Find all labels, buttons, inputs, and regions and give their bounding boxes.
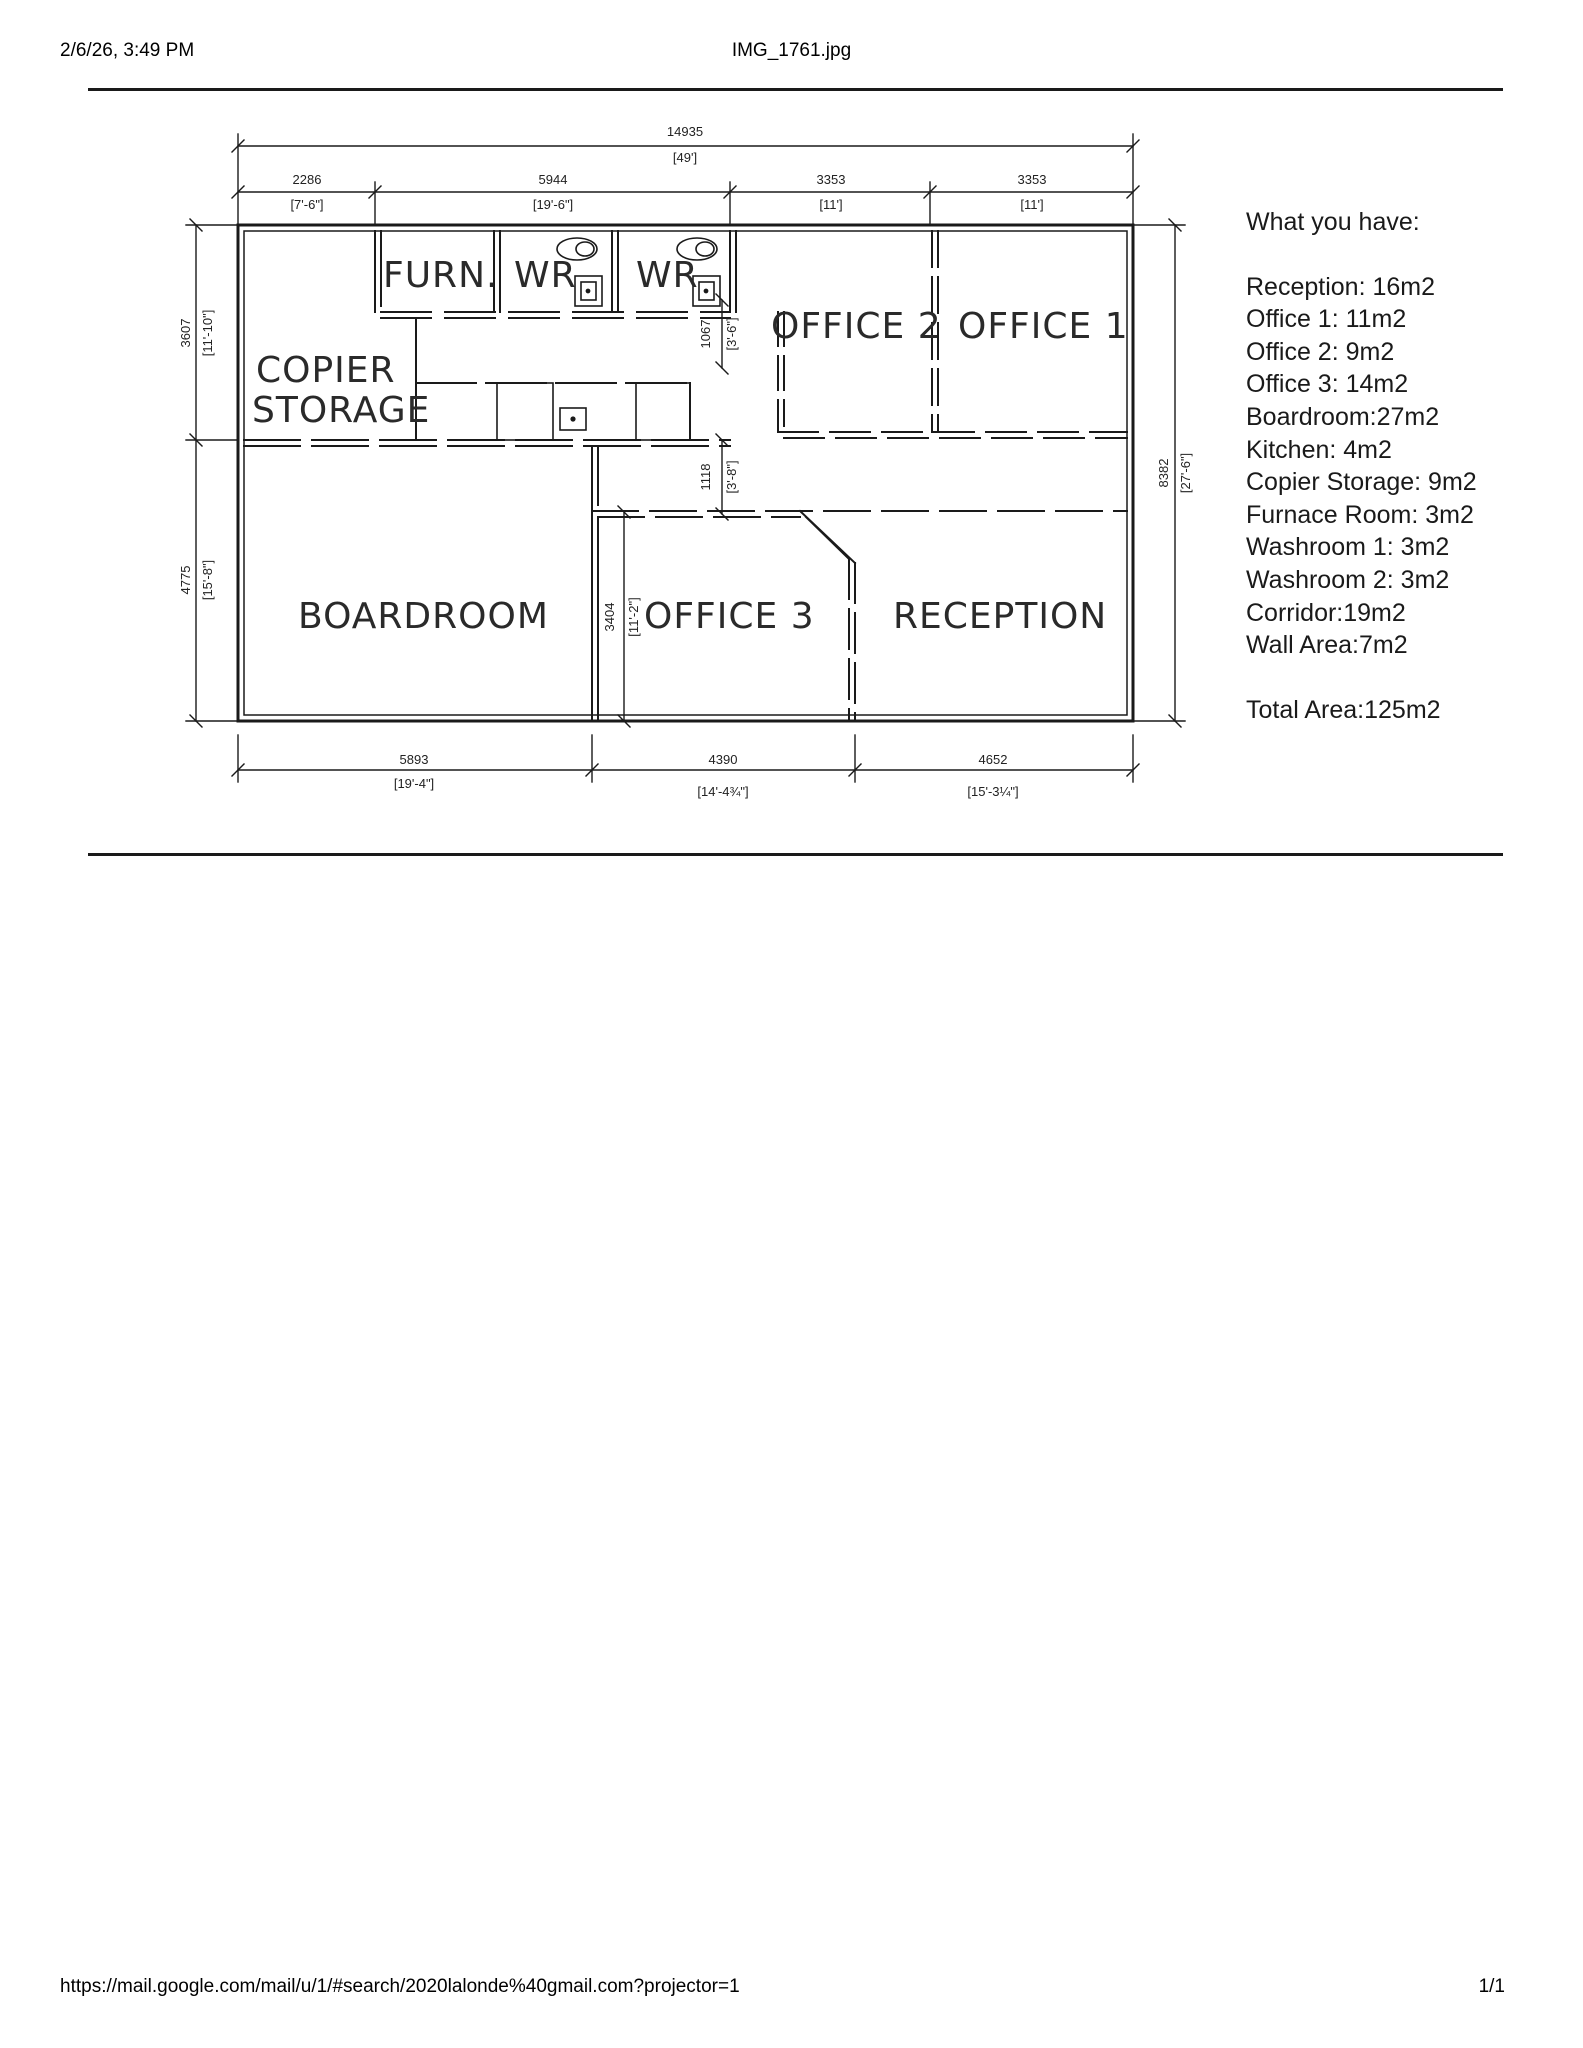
room-label-washroom-1: WR: [514, 255, 577, 296]
print-date: 2/6/26, 3:49 PM: [60, 40, 195, 61]
room-label-washroom-2: WR: [636, 255, 699, 296]
legend-item: Boardroom:27m2: [1246, 402, 1440, 431]
legend-item: Office 3: 14m2: [1246, 370, 1409, 399]
dim-left-2-imperial: [15'-8"]: [200, 559, 215, 601]
legend-item: Office 2: 9m2: [1246, 337, 1395, 366]
dim-bottom-3: 4652: [978, 752, 1008, 767]
dim-left-1-imperial: [11'-10"]: [200, 309, 215, 357]
dim-inner-3-imperial: [11'-2"]: [626, 597, 641, 637]
room-label-furnace: FURN.: [383, 255, 499, 296]
legend-item: Copier Storage: 9m2: [1246, 468, 1477, 497]
dim-bottom-1-imperial: [19'-4"]: [393, 776, 435, 791]
dim-left-1: 3607: [178, 318, 193, 348]
area-legend: [1246, 206, 1477, 726]
dim-left-2: 4775: [178, 565, 193, 595]
dim-inner-2: 1118: [698, 463, 713, 491]
room-label-office-2: OFFICE 2: [771, 306, 942, 347]
legend-heading: What you have:: [1246, 208, 1420, 236]
room-label-reception: RECEPTION: [893, 596, 1108, 637]
dim-top-4: 3353: [1017, 172, 1047, 187]
legend-item: Office 1: 11m2: [1246, 305, 1407, 334]
room-label-storage: STORAGE: [252, 390, 431, 431]
dim-bottom-1: 5893: [399, 752, 429, 767]
dim-top-4-imperial: [11']: [1020, 197, 1044, 212]
page-number: 1/1: [1478, 1976, 1505, 1997]
dim-inner-1: 1067: [698, 319, 713, 349]
dim-right-overall-imperial: [27'-6"]: [1178, 452, 1193, 494]
print-title: IMG_1761.jpg: [731, 40, 852, 61]
dim-top-2-imperial: [19'-6"]: [532, 197, 574, 212]
legend-item: Washroom 2: 3m2: [1246, 565, 1450, 594]
legend-item: Kitchen: 4m2: [1246, 435, 1392, 464]
legend-item: Furnace Room: 3m2: [1246, 500, 1474, 529]
legend-item: Corridor:19m2: [1246, 598, 1406, 627]
legend-item: Wall Area:7m2: [1246, 631, 1408, 660]
dim-top-3: 3353: [816, 172, 846, 187]
legend-total: Total Area:125m2: [1246, 695, 1441, 724]
room-label-office-3: OFFICE 3: [644, 596, 815, 637]
room-label-boardroom: BOARDROOM: [298, 596, 549, 637]
dim-top-3-imperial: [11']: [819, 197, 843, 212]
interior-walls: [244, 231, 1127, 721]
dim-inner-1-imperial: [3'-6"]: [724, 317, 739, 351]
print-url: https://mail.google.com/mail/u/1/#search/2020lalonde%40gmail.com?projector=1: [60, 1976, 740, 1997]
dim-bottom-3-imperial: [15'-3¼"]: [967, 784, 1019, 799]
outer-walls: [238, 225, 1133, 721]
dim-right-overall: 8382: [1156, 458, 1171, 488]
dim-bottom-2: 4390: [708, 752, 738, 767]
legend-item: Washroom 1: 3m2: [1246, 533, 1450, 562]
dim-inner-2-imperial: [3'-8"]: [724, 460, 739, 494]
dim-overall-width-imperial: [49']: [672, 150, 698, 165]
room-label-copier: COPIER: [256, 350, 396, 391]
room-label-office-1: OFFICE 1: [958, 306, 1129, 347]
dim-top-1: 2286: [292, 172, 322, 187]
legend-item: Reception: 16m2: [1246, 272, 1436, 301]
dim-top-1-imperial: [7'-6"]: [290, 197, 324, 212]
dim-top-2: 5944: [538, 172, 568, 187]
dim-overall-width: 14935: [666, 124, 704, 139]
dim-bottom-2-imperial: [14'-4¾"]: [697, 784, 749, 799]
dim-inner-3: 3404: [602, 602, 617, 632]
